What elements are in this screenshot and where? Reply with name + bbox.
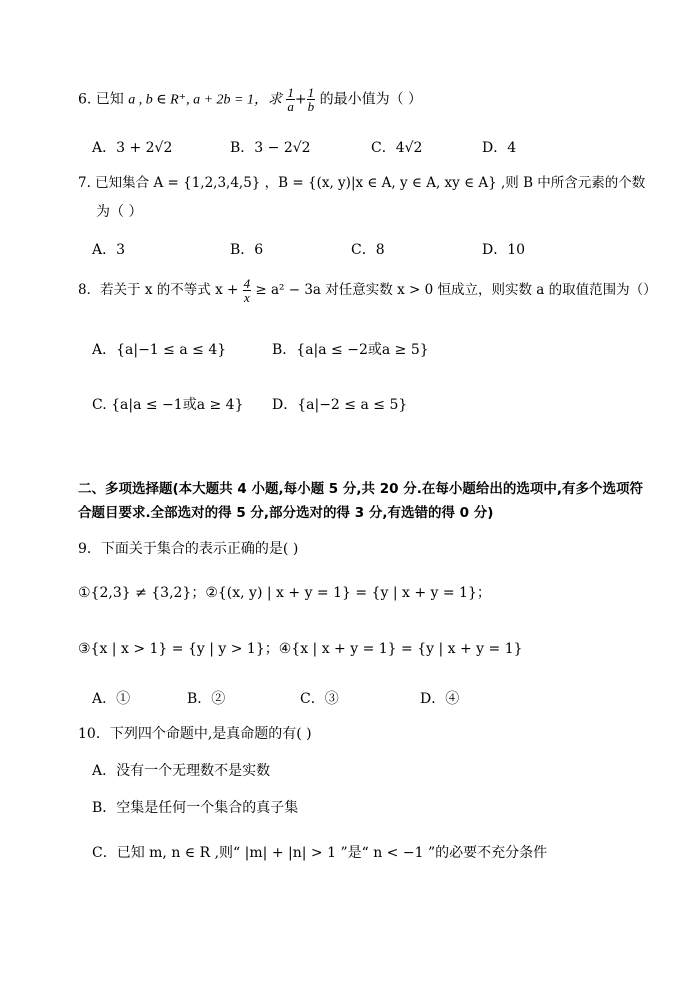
q6-option-b: B．3 − 2√2 [230,140,311,156]
question-10-stem: 10．下列四个命题中,是真命题的有( ) [78,726,312,742]
q8-option-a: A．{a|−1 ≤ a ≤ 4} [92,342,227,358]
q8-option-d: D．{a|−2 ≤ a ≤ 5} [272,397,408,413]
q10-option-b: B．空集是任何一个集合的真子集 [92,800,299,816]
q9-statements-row2: ③{x | x > 1} = {y | y > 1}；④{x | x + y = 1} = {y | x + y = 1} [78,641,523,657]
q6-option-d: D．4 [482,140,517,156]
q6-option-a: A．3 + 2√2 [92,140,173,156]
q8-frac-num: 4 [243,276,251,291]
q9-option-c: C．③ [300,691,339,707]
section-2-heading-line2: 合题目要求.全部选对的得 5 分,部分选对的得 3 分,有选错的得 0 分) [78,505,494,521]
q7-option-c: C．8 [351,242,385,258]
q9-option-a: A．① [92,691,131,707]
q6-prefix: 6. 已知 [78,91,124,108]
q7-option-a: A．3 [92,242,126,258]
q6-frac1-den: a [287,99,294,114]
q9-statements-row1: ①{2,3} ≠ {3,2}；②{(x, y) | x + y = 1} = {y | x + y = 1}； [78,585,491,601]
question-8-stem [78,277,657,304]
q8-option-b: B．{a|a ≤ −2或a ≥ 5} [272,342,429,358]
q10-option-a: A．没有一个无理数不是实数 [92,763,271,779]
q10-option-c: C．已知 m, n ∈ R ,则“ |m| + |n| > 1 ”是“ n < −1 ”的必要不充分条件 [92,845,548,861]
question-7-stem-line1: 7. 已知集合 A = {1,2,3,4,5} ，B = {(x, y)|x ∈ A, y ∈ A, xy ∈ A} ,则 B 中所含元素的个数 [78,175,646,191]
q6-frac2-num: 1 [307,85,315,100]
q6-plus: + [294,91,307,108]
q7-option-b: B．6 [230,242,264,258]
q8-suffix: ≥ a² − 3a 对任意实数 x > 0 恒成立，则实数 a 的取值范围为（） [255,282,657,298]
q6-frac2-den: b [307,99,315,114]
q6-fraction-1 [286,86,295,113]
q6-suffix: 的最小值为（ ） [319,91,423,108]
q6-fraction-2 [307,86,316,113]
q6-condition: a , b ∈ R⁺, a + 2b = 1，求 [128,92,282,108]
q8-fraction [243,277,252,304]
q9-option-b: B．② [187,691,226,707]
question-6-stem [78,86,422,113]
q8-prefix: 8．若关于 x 的不等式 x + [78,282,239,298]
q6-frac1-num: 1 [287,85,294,100]
section-2-heading-line1: 二、多项选择题(本大题共 4 小题,每小题 5 分,共 20 分.在每小题给出的选项中,有多个选项符 [78,481,643,497]
q7-option-d: D．10 [482,242,526,258]
question-7-stem-line2: 为（ ） [96,204,143,220]
q8-option-c: C. {a|a ≤ −1或a ≥ 4} [92,397,244,413]
question-9-stem: 9．下面关于集合的表示正确的是( ) [78,541,299,557]
q6-option-c: C．4√2 [371,140,423,156]
q8-frac-den: x [243,290,250,305]
q9-option-d: D．④ [420,691,460,707]
